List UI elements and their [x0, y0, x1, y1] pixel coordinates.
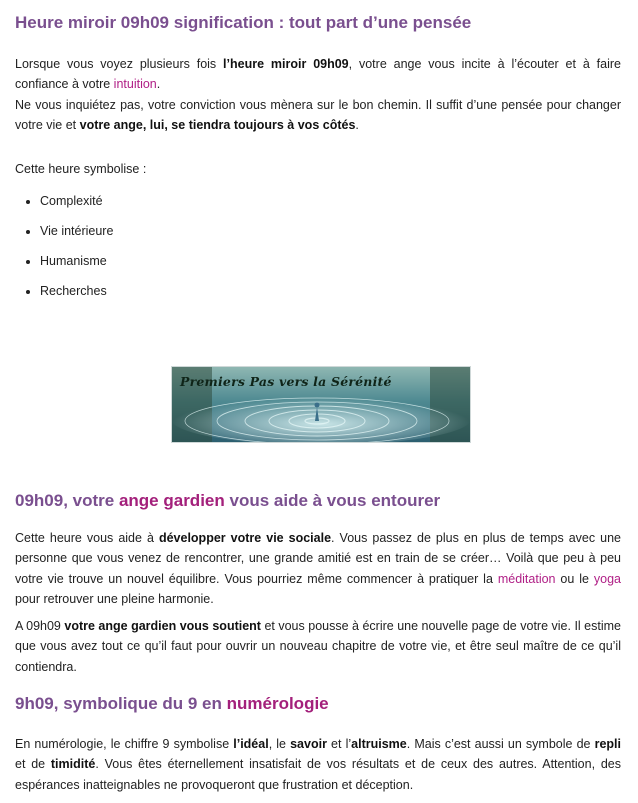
numerologie-link[interactable]: numérologie: [226, 694, 329, 713]
list-item: • Humanisme: [40, 248, 113, 278]
symbol-list: [15, 188, 113, 308]
list-item: • Complexité: [40, 188, 113, 218]
ange-gardien-link[interactable]: ange gardien: [118, 491, 225, 510]
paragraph: A 09h09 votre ange gardien vous soutient et vous pousse à écrire une nouvelle page de votre vie. Il estime que vous avez tout ce qu’il faut pour ouvrir un nouveau chapitre de votre vie, et être seul maître de ce qu’il contiendra.: [15, 619, 621, 674]
serenity-banner[interactable]: [171, 366, 471, 443]
section-heading: Heure miroir 09h09 signification : tout part d’une pensée: [15, 13, 472, 32]
section-heading: 09h09, votre ange gardien vous aide à vous entourer: [15, 491, 441, 510]
list-intro: Cette heure symbolise :: [15, 162, 147, 176]
section-heading: 9h09, symbolique du 9 en numérologie: [15, 694, 329, 713]
list-item: • Recherches: [40, 278, 113, 308]
yoga-link[interactable]: yoga: [593, 571, 621, 586]
intuition-link[interactable]: intuition: [113, 77, 157, 92]
paragraph: En numérologie, le chiffre 9 symbolise l’idéal, le savoir et l’altruisme. Mais c’est aussi un symbole de repli et de timidité. Vous êtes éternellement insatisfait de vos résultats et de ceux des autres. Attention, des espérances inatteignables ne provoqueront que frustration et déception.: [15, 737, 621, 792]
list-item: • Vie intérieure: [40, 218, 113, 248]
meditation-link[interactable]: méditation: [497, 571, 556, 586]
banner-title: Premiers Pas vers la Sérénité: [180, 374, 392, 389]
paragraph: Cette heure vous aide à développer votre vie sociale. Vous passez de plus en plus de temps avec une personne que vous venez de rencontrer, une grande amitié est en train de se créer… Voilà que peu à peu votre vie trouve un nouvel équilibre. Vous pourriez même commencer à pratiquer la méditation ou le yoga pour retrouver une pleine harmonie.: [15, 531, 622, 606]
paragraph: Lorsque vous voyez plusieurs fois l’heure miroir 09h09, votre ange vous incite à l’écouter et à faire confiance à votre intuition. Ne vous inquiétez pas, votre conviction vous mènera sur le bon chemin. Il suffit d’une pensée pour changer votre vie et votre ange, lui, se tiendra toujours à vos côtés.: [15, 57, 621, 132]
